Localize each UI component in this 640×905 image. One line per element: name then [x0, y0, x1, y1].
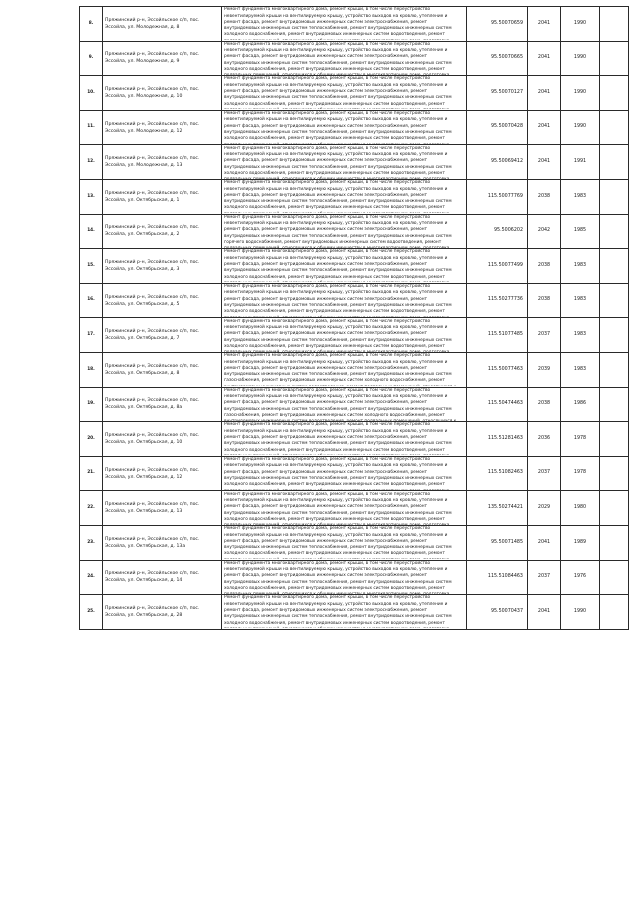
cell-address: Пряжинский р-н, Эссойльское с/п, пос. Эссойла, ул. Октябрьская, д. 2 [105, 225, 200, 238]
cell-cost: 115.50077769 [487, 193, 523, 199]
repair-year-cell [528, 249, 561, 284]
empty-cell [600, 283, 629, 318]
empty-cell [600, 110, 629, 145]
table-row [80, 387, 629, 422]
cell-year2: 1980 [573, 504, 587, 510]
empty-cell [600, 41, 629, 76]
cell-works: Ремонт фундамента многоквартирного дома, ремонт крыши, в том числе переустройство невентилируемой крыши на вентилируемую крышу, устройство выходов на кровлю, утепление и ремонт фасада, ремонт внутридомовых инженерных систем электроснабжения, ремонт внутридомовых инженерных систем теплоснабжения, ремонт внутридомовых инженерных систем газоснабжения, ремонт внутридомовых инженерных систем холодного водоснабжения, ремонт [224, 387, 452, 419]
row-number [80, 7, 103, 42]
empty-cell [600, 560, 629, 595]
works-cell [222, 249, 467, 284]
empty-cell [600, 491, 629, 526]
table-row [80, 283, 629, 318]
row-number [80, 491, 103, 526]
address-cell [103, 41, 222, 76]
cell-cost: 115.50077499 [487, 262, 523, 268]
address-cell [103, 387, 222, 422]
address-cell [103, 422, 222, 457]
cell-cost: 95.50070659 [490, 20, 523, 26]
works-cell [222, 456, 467, 491]
empty-cell [600, 352, 629, 387]
address-cell [103, 214, 222, 249]
cell-year2: 1983 [573, 262, 587, 268]
address-cell [103, 110, 222, 145]
empty-cell [600, 7, 629, 42]
address-cell [103, 145, 222, 180]
cell-address: Пряжинский р-н, Эссойльское с/п, пос. Эссойла, ул. Молодежная, д. 8 [105, 17, 200, 30]
repair-year-cell [528, 283, 561, 318]
repair-year-cell [528, 491, 561, 526]
cost-cell [467, 352, 528, 387]
cell-works: Ремонт фундамента многоквартирного дома, ремонт крыши, в том числе переустройство невентилируемой крыши на вентилируемую крышу, устройство выходов на кровлю, утепление и ремонт фасада, ремонт внутридомовых инженерных систем электроснабжения, ремонт внутридомовых инженерных систем теплоснабжения, ремонт внутридомовых инженерных систем холодного водоснабжения, ремонт внутридомовых инженерных систем водоотведения, ремонт [224, 7, 452, 38]
empty-cell [600, 422, 629, 457]
cost-cell [467, 145, 528, 180]
empty-cell [600, 387, 629, 422]
build-year-cell [561, 525, 600, 560]
cell-works: Ремонт фундамента многоквартирного дома, ремонт крыши, в том числе переустройство невентилируемой крыши на вентилируемую крышу, устройство выходов на кровлю, утепление и ремонт фасада, ремонт внутридомовых инженерных систем электроснабжения, ремонт внутридомовых инженерных систем теплоснабжения, ремонт внутридомовых инженерных систем холодного водоснабжения, ремонт внутридомовых инженерных систем водоотведения, ремонт [224, 526, 452, 557]
row-number [80, 525, 103, 560]
build-year-cell [561, 76, 600, 111]
cell-year1: 2038 [537, 193, 551, 199]
cell-address: Пряжинский р-н, Эссойльское с/п, пос. Эссойла, ул. Октябрьская, д. 3 [105, 259, 200, 272]
cost-cell [467, 318, 528, 353]
cell-year2: 1989 [573, 539, 587, 545]
cell-address: Пряжинский р-н, Эссойльское с/п, пос. Эссойла, ул. Октябрьская, д. 13а [105, 536, 200, 549]
table-row [80, 595, 629, 630]
cell-num: 23. [87, 539, 95, 545]
works-cell [222, 110, 467, 145]
cell-year1: 2041 [537, 159, 551, 165]
build-year-cell [561, 491, 600, 526]
row-number [80, 560, 103, 595]
empty-cell [600, 595, 629, 630]
cell-year1: 2038 [537, 262, 551, 268]
build-year-cell [561, 387, 600, 422]
cell-works: Ремонт фундамента многоквартирного дома, ремонт крыши, в том числе переустройство невентилируемой крыши на вентилируемую крышу, устройство выходов на кровлю, утепление и ремонт фасада, ремонт внутридомовых инженерных систем электроснабжения, ремонт внутридомовых инженерных систем теплоснабжения, ремонт внутридомовых инженерных систем газоснабжения, ремонт внутридомовых инженерных систем холодного водоснабжения, ремонт [224, 353, 452, 384]
repair-year-cell [528, 76, 561, 111]
cell-year2: 1991 [573, 159, 587, 165]
cell-works: Ремонт фундамента многоквартирного дома, ремонт крыши, в том числе переустройство невентилируемой крыши на вентилируемую крышу, устройство выходов на кровлю, утепление и ремонт фасада, ремонт внутридомовых инженерных систем электроснабжения, ремонт внутридомовых инженерных систем теплоснабжения, ремонт внутридомовых инженерных систем холодного водоснабжения, ремонт внутридомовых инженерных систем водоотведения, ремонт [224, 145, 452, 176]
cell-cost: 115.51082463 [487, 470, 523, 476]
cell-cost: 95.50071485 [490, 539, 523, 545]
empty-cell [600, 318, 629, 353]
cell-year1: 2037 [537, 470, 551, 476]
cell-num: 24. [87, 574, 95, 580]
cell-year2: 1990 [573, 55, 587, 61]
address-cell [103, 249, 222, 284]
table-row [80, 76, 629, 111]
repair-year-cell [528, 214, 561, 249]
cell-num: 13. [87, 193, 95, 199]
capital-repair-table [79, 6, 629, 630]
table-row [80, 7, 629, 42]
cell-address: Пряжинский р-н, Эссойльское с/п, пос. Эссойла, ул. Октябрьская, д. 8а [105, 398, 200, 411]
cost-cell [467, 76, 528, 111]
row-number [80, 387, 103, 422]
cell-year1: 2029 [537, 504, 551, 510]
address-cell [103, 560, 222, 595]
cell-works: Ремонт фундамента многоквартирного дома, ремонт крыши, в том числе переустройство невентилируемой крыши на вентилируемую крышу, устройство выходов на кровлю, утепление и ремонт фасада, ремонт внутридомовых инженерных систем электроснабжения, ремонт внутридомовых инженерных систем теплоснабжения, ремонт внутридомовых инженерных систем холодного водоснабжения, ремонт внутридомовых инженерных систем водоотведения, ремонт [224, 491, 452, 522]
empty-cell [600, 145, 629, 180]
cell-address: Пряжинский р-н, Эссойльское с/п, пос. Эссойла, ул. Октябрьская, д. 13 [105, 502, 200, 515]
row-number [80, 41, 103, 76]
cell-cost: 115.51084463 [487, 574, 523, 580]
cell-cost: 95.50069412 [490, 159, 523, 165]
cell-year2: 1986 [573, 401, 587, 407]
document-page [79, 6, 605, 630]
cell-year1: 2042 [537, 228, 551, 234]
table-row [80, 456, 629, 491]
cell-num: 10. [87, 89, 95, 95]
cell-year2: 1978 [573, 435, 587, 441]
repair-year-cell [528, 110, 561, 145]
build-year-cell [561, 422, 600, 457]
build-year-cell [561, 283, 600, 318]
table-row [80, 525, 629, 560]
works-cell [222, 214, 467, 249]
cell-year1: 2041 [537, 89, 551, 95]
cell-year1: 2037 [537, 574, 551, 580]
cell-works: Ремонт фундамента многоквартирного дома, ремонт крыши, в том числе переустройство невентилируемой крыши на вентилируемую крышу, устройство выходов на кровлю, утепление и ремонт фасада, ремонт внутридомовых инженерных систем электроснабжения, ремонт внутридомовых инженерных систем теплоснабжения, ремонт внутридомовых инженерных систем холодного водоснабжения, ремонт внутридомовых инженерных систем водоотведения, ремонт [224, 560, 452, 591]
cell-num: 19. [87, 401, 95, 407]
cell-address: Пряжинский р-н, Эссойльское с/п, пос. Эссойла, ул. Октябрьская, д. 10 [105, 432, 200, 445]
cell-year2: 1990 [573, 20, 587, 26]
cell-address: Пряжинский р-н, Эссойльское с/п, пос. Эссойла, ул. Октябрьская, д. 1 [105, 190, 200, 203]
cell-num: 25. [87, 608, 95, 614]
cell-year2: 1983 [573, 366, 587, 372]
cost-cell [467, 525, 528, 560]
repair-year-cell [528, 387, 561, 422]
cost-cell [467, 456, 528, 491]
repair-year-cell [528, 318, 561, 353]
cell-num: 9. [88, 55, 94, 61]
cell-address: Пряжинский р-н, Эссойльское с/п, пос. Эссойла, ул. Октябрьская, д. 28 [105, 605, 200, 618]
address-cell [103, 179, 222, 214]
build-year-cell [561, 145, 600, 180]
cell-year2: 1985 [573, 228, 587, 234]
build-year-cell [561, 318, 600, 353]
cell-cost: 95.50070665 [490, 55, 523, 61]
cell-address: Пряжинский р-н, Эссойльское с/п, пос. Эссойла, ул. Молодежная, д. 12 [105, 121, 200, 134]
cell-address: Пряжинский р-н, Эссойльское с/п, пос. Эссойла, ул. Октябрьская, д. 12 [105, 467, 200, 480]
cell-year1: 2036 [537, 435, 551, 441]
cell-works: Ремонт фундамента многоквартирного дома, ремонт крыши, в том числе переустройство невентилируемой крыши на вентилируемую крышу, устройство выходов на кровлю, утепление и ремонт фасада, ремонт внутридомовых инженерных систем электроснабжения, ремонт внутридомовых инженерных систем теплоснабжения, ремонт внутридомовых инженерных систем холодного водоснабжения, ремонт внутридомовых инженерных систем водоотведения, ремонт [224, 111, 452, 142]
row-number [80, 110, 103, 145]
cell-address: Пряжинский р-н, Эссойльское с/п, пос. Эссойла, ул. Октябрьская, д. 14 [105, 571, 200, 584]
works-cell [222, 491, 467, 526]
cell-year2: 1990 [573, 608, 587, 614]
cell-year1: 2038 [537, 297, 551, 303]
address-cell [103, 76, 222, 111]
table-row [80, 560, 629, 595]
cell-address: Пряжинский р-н, Эссойльское с/п, пос. Эссойла, ул. Молодежная, д. 9 [105, 52, 200, 65]
works-cell [222, 318, 467, 353]
works-cell [222, 387, 467, 422]
works-cell [222, 283, 467, 318]
cell-works: Ремонт фундамента многоквартирного дома, ремонт крыши, в том числе переустройство невентилируемой крыши на вентилируемую крышу, устройство выходов на кровлю, утепление и ремонт фасада, ремонт внутридомовых инженерных систем электроснабжения, ремонт внутридомовых инженерных систем теплоснабжения, ремонт внутридомовых инженерных систем холодного водоснабжения, ремонт внутридомовых инженерных систем водоотведения, ремонт [224, 76, 452, 107]
cell-address: Пряжинский р-н, Эссойльское с/п, пос. Эссойла, ул. Молодежная, д. 13 [105, 156, 200, 169]
cell-year2: 1983 [573, 331, 587, 337]
table-row [80, 179, 629, 214]
table-row [80, 318, 629, 353]
works-cell [222, 525, 467, 560]
cell-cost: 95.50070428 [490, 124, 523, 130]
build-year-cell [561, 7, 600, 42]
works-cell [222, 7, 467, 42]
cell-address: Пряжинский р-н, Эссойльское с/п, пос. Эссойла, ул. Молодежная, д. 10 [105, 86, 200, 99]
build-year-cell [561, 249, 600, 284]
cost-cell [467, 491, 528, 526]
cost-cell [467, 595, 528, 630]
address-cell [103, 525, 222, 560]
build-year-cell [561, 214, 600, 249]
cell-cost: 95.50070437 [490, 608, 523, 614]
row-number [80, 145, 103, 180]
cell-year1: 2037 [537, 331, 551, 337]
cost-cell [467, 249, 528, 284]
repair-year-cell [528, 525, 561, 560]
row-number [80, 422, 103, 457]
cell-num: 11. [87, 124, 95, 130]
works-cell [222, 595, 467, 630]
row-number [80, 595, 103, 630]
build-year-cell [561, 110, 600, 145]
table-body [80, 7, 629, 630]
repair-year-cell [528, 145, 561, 180]
row-number [80, 352, 103, 387]
cell-cost: 115.51281463 [487, 435, 523, 441]
address-cell [103, 352, 222, 387]
cost-cell [467, 214, 528, 249]
cell-cost: 115.50277736 [487, 297, 523, 303]
cell-works: Ремонт фундамента многоквартирного дома, ремонт крыши, в том числе переустройство невентилируемой крыши на вентилируемую крышу, устройство выходов на кровлю, утепление и ремонт фасада, ремонт внутридомовых инженерных систем электроснабжения, ремонт внутридомовых инженерных систем теплоснабжения, ремонт внутридомовых инженерных систем горячего водоснабжения, ремонт внутридомовых инженерных систем водоотведения, ремонт [224, 214, 452, 246]
cost-cell [467, 560, 528, 595]
cell-year1: 2041 [537, 20, 551, 26]
works-cell [222, 41, 467, 76]
repair-year-cell [528, 422, 561, 457]
repair-year-cell [528, 179, 561, 214]
repair-year-cell [528, 7, 561, 42]
cell-num: 22. [87, 504, 95, 510]
works-cell [222, 560, 467, 595]
cell-num: 16. [87, 297, 95, 303]
cell-cost: 95.50070127 [490, 89, 523, 95]
cell-year2: 1983 [573, 193, 587, 199]
cell-year2: 1983 [573, 297, 587, 303]
empty-cell [600, 214, 629, 249]
works-cell [222, 352, 467, 387]
cell-address: Пряжинский р-н, Эссойльское с/п, пос. Эссойла, ул. Октябрьская, д. 5 [105, 294, 200, 307]
cell-num: 15. [87, 262, 95, 268]
row-number [80, 249, 103, 284]
cell-year2: 1978 [573, 470, 587, 476]
cell-works: Ремонт фундамента многоквартирного дома, ремонт крыши, в том числе переустройство невентилируемой крыши на вентилируемую крышу, устройство выходов на кровлю, утепление и ремонт фасада, ремонт внутридомовых инженерных систем электроснабжения, ремонт внутридомовых инженерных систем теплоснабжения, ремонт внутридомовых инженерных систем холодного водоснабжения, ремонт внутридомовых инженерных систем водоотведения, ремонт [224, 41, 452, 73]
cell-works: Ремонт фундамента многоквартирного дома, ремонт крыши, в том числе переустройство невентилируемой крыши на вентилируемую крышу, устройство выходов на кровлю, утепление и ремонт фасада, ремонт внутридомовых инженерных систем электроснабжения, ремонт внутридомовых инженерных систем теплоснабжения, ремонт внутридомовых инженерных систем холодного водоснабжения, ремонт внутридомовых инженерных систем водоотведения, ремонт [224, 249, 452, 280]
table-row [80, 352, 629, 387]
works-cell [222, 179, 467, 214]
row-number [80, 318, 103, 353]
address-cell [103, 283, 222, 318]
works-cell [222, 145, 467, 180]
cell-num: 20. [87, 435, 95, 441]
cell-works: Ремонт фундамента многоквартирного дома, ремонт крыши, в том числе переустройство невентилируемой крыши на вентилируемую крышу, устройство выходов на кровлю, утепление и ремонт фасада, ремонт внутридомовых инженерных систем электроснабжения, ремонт внутридомовых инженерных систем теплоснабжения, ремонт внутридомовых инженерных систем холодного водоснабжения, ремонт внутридомовых инженерных систем водоотведения, ремонт [224, 318, 452, 349]
cell-cost: 115.51077485 [487, 331, 523, 337]
cell-works: Ремонт фундамента многоквартирного дома, ремонт крыши, в том числе переустройство невентилируемой крыши на вентилируемую крышу, устройство выходов на кровлю, утепление и ремонт фасада, ремонт внутридомовых инженерных систем электроснабжения, ремонт внутридомовых инженерных систем теплоснабжения, ремонт внутридомовых инженерных систем холодного водоснабжения, ремонт внутридомовых инженерных систем водоотведения, ремонт [224, 595, 452, 626]
cell-works: Ремонт фундамента многоквартирного дома, ремонт крыши, в том числе переустройство невентилируемой крыши на вентилируемую крышу, устройство выходов на кровлю, утепление и ремонт фасада, ремонт внутридомовых инженерных систем электроснабжения, ремонт внутридомовых инженерных систем теплоснабжения, ремонт внутридомовых инженерных систем холодного водоснабжения, ремонт внутридомовых инженерных систем водоотведения, ремонт [224, 180, 452, 211]
row-number [80, 283, 103, 318]
build-year-cell [561, 352, 600, 387]
table-row [80, 491, 629, 526]
empty-cell [600, 76, 629, 111]
cell-cost: 135.50274421 [487, 504, 523, 510]
works-cell [222, 422, 467, 457]
cell-year2: 1976 [573, 574, 587, 580]
empty-cell [600, 249, 629, 284]
cost-cell [467, 41, 528, 76]
table-row [80, 249, 629, 284]
repair-year-cell [528, 41, 561, 76]
repair-year-cell [528, 352, 561, 387]
build-year-cell [561, 41, 600, 76]
row-number [80, 76, 103, 111]
address-cell [103, 491, 222, 526]
cell-year1: 2039 [537, 366, 551, 372]
row-number [80, 456, 103, 491]
cell-works: Ремонт фундамента многоквартирного дома, ремонт крыши, в том числе переустройство невентилируемой крыши на вентилируемую крышу, устройство выходов на кровлю, утепление и ремонт фасада, ремонт внутридомовых инженерных систем электроснабжения, ремонт внутридомовых инженерных систем теплоснабжения, ремонт внутридомовых инженерных систем холодного водоснабжения, ремонт внутридомовых инженерных систем водоотведения, ремонт [224, 284, 452, 315]
table-row [80, 41, 629, 76]
build-year-cell [561, 560, 600, 595]
address-cell [103, 7, 222, 42]
empty-cell [600, 525, 629, 560]
build-year-cell [561, 456, 600, 491]
table-row [80, 145, 629, 180]
cell-year1: 2038 [537, 401, 551, 407]
works-cell [222, 76, 467, 111]
cell-year2: 1990 [573, 124, 587, 130]
cost-cell [467, 387, 528, 422]
cost-cell [467, 110, 528, 145]
cell-address: Пряжинский р-н, Эссойльское с/п, пос. Эссойла, ул. Октябрьская, д. 8 [105, 363, 200, 376]
table-row [80, 422, 629, 457]
build-year-cell [561, 179, 600, 214]
row-number [80, 179, 103, 214]
cell-year2: 1990 [573, 89, 587, 95]
cell-year1: 2041 [537, 608, 551, 614]
cell-year1: 2041 [537, 124, 551, 130]
address-cell [103, 456, 222, 491]
cell-works: Ремонт фундамента многоквартирного дома, ремонт крыши, в том числе переустройство невентилируемой крыши на вентилируемую крышу, устройство выходов на кровлю, утепление и ремонт фасада, ремонт внутридомовых инженерных систем электроснабжения, ремонт внутридомовых инженерных систем теплоснабжения, ремонт внутридомовых инженерных систем холодного водоснабжения, ремонт внутридомовых инженерных систем водоотведения, ремонт [224, 422, 452, 453]
cell-num: 18. [87, 366, 95, 372]
row-number [80, 214, 103, 249]
cell-num: 21. [87, 470, 95, 476]
cell-cost: 115.50077463 [487, 366, 523, 372]
empty-cell [600, 456, 629, 491]
empty-cell [600, 179, 629, 214]
cell-year1: 2041 [537, 539, 551, 545]
cost-cell [467, 7, 528, 42]
cell-works: Ремонт фундамента многоквартирного дома, ремонт крыши, в том числе переустройство невентилируемой крыши на вентилируемую крышу, устройство выходов на кровлю, утепление и ремонт фасада, ремонт внутридомовых инженерных систем электроснабжения, ремонт внутридомовых инженерных систем теплоснабжения, ремонт внутридомовых инженерных систем холодного водоснабжения, ремонт внутридомовых инженерных систем водоотведения, ремонт [224, 457, 452, 488]
cell-year1: 2041 [537, 55, 551, 61]
build-year-cell [561, 595, 600, 630]
cell-num: 8. [88, 20, 94, 26]
table-row [80, 110, 629, 145]
table-row [80, 214, 629, 249]
cell-num: 12. [87, 159, 95, 165]
cell-num: 14. [87, 228, 95, 234]
cost-cell [467, 283, 528, 318]
cell-cost: 95.5006202 [494, 228, 523, 234]
address-cell [103, 318, 222, 353]
repair-year-cell [528, 595, 561, 630]
cell-address: Пряжинский р-н, Эссойльское с/п, пос. Эссойла, ул. Октябрьская, д. 7 [105, 329, 200, 342]
cell-cost: 115.50474463 [487, 401, 523, 407]
address-cell [103, 595, 222, 630]
cell-num: 17. [87, 331, 95, 337]
cost-cell [467, 179, 528, 214]
repair-year-cell [528, 456, 561, 491]
cost-cell [467, 422, 528, 457]
repair-year-cell [528, 560, 561, 595]
